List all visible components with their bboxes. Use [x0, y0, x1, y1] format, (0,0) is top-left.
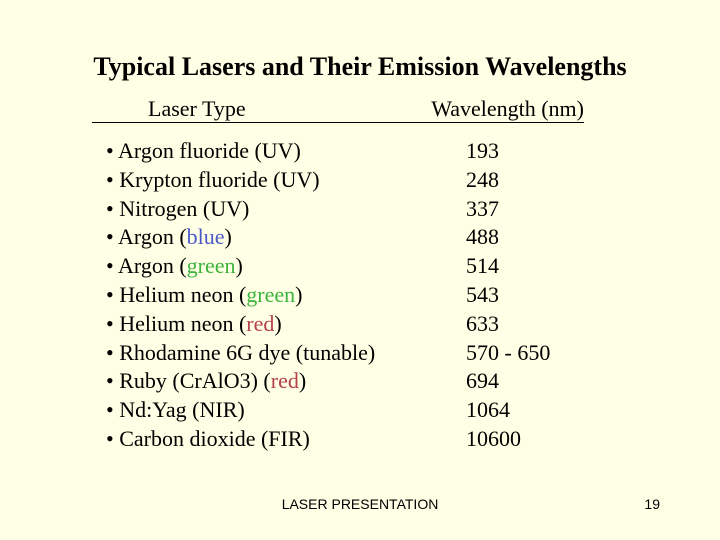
table-header [92, 96, 584, 123]
laser-row-ruby [106, 367, 626, 396]
laser-wavelength: 514 [466, 253, 499, 279]
color-word-red: red [270, 368, 299, 394]
laser-row-nitrogen [106, 195, 626, 224]
laser-row-helium-neon-green [106, 281, 626, 310]
laser-name: • Helium neon (red) [106, 310, 282, 336]
laser-wavelength: 488 [466, 224, 499, 250]
laser-name: • Nitrogen (UV) [106, 195, 250, 221]
laser-row-krypton-fluoride [106, 166, 626, 195]
laser-type-header: Laser Type [148, 96, 246, 121]
laser-wavelength: 1064 [466, 397, 510, 423]
laser-name: • Nd:Yag (NIR) [106, 397, 245, 423]
laser-name: • Argon fluoride (UV) [106, 138, 301, 163]
slide-title: Typical Lasers and Their Emission Wavelengths [93, 52, 627, 81]
bullet-glyph: • [106, 310, 114, 336]
color-word-red: red [246, 310, 275, 336]
laser-name: • Ruby (CrAlO3) (red) [106, 368, 307, 394]
bullet-glyph: • [106, 339, 114, 365]
laser-wavelength: 193 [466, 138, 499, 163]
laser-row-helium-neon-red [106, 310, 626, 339]
laser-wavelength: 337 [466, 195, 499, 221]
laser-list [106, 137, 626, 454]
slide-number: 19 [644, 496, 660, 512]
laser-name: • Carbon dioxide (FIR) [106, 425, 310, 451]
bullet-glyph: • [106, 281, 114, 307]
laser-row-rhodamine-6g [106, 339, 626, 368]
laser-row-nd-yag [106, 396, 626, 425]
wavelength-header: Wavelength (nm) [431, 96, 584, 121]
laser-wavelength: 570 - 650 [466, 339, 551, 365]
bullet-glyph: • [106, 425, 114, 451]
laser-row-argon-green [106, 252, 626, 281]
laser-wavelength: 633 [466, 310, 499, 336]
laser-name: • Krypton fluoride (UV) [106, 166, 320, 192]
laser-name: • Rhodamine 6G dye (tunable) [106, 339, 376, 365]
bullet-glyph: • [106, 397, 114, 423]
laser-name: • Argon (blue) [106, 224, 232, 250]
laser-row-argon-blue [106, 223, 626, 252]
laser-wavelength: 543 [466, 281, 499, 307]
laser-name: • Helium neon (green) [106, 281, 303, 307]
laser-wavelength: 10600 [466, 425, 521, 451]
bullet-glyph: • [106, 138, 114, 163]
laser-wavelength: 694 [466, 368, 499, 394]
bullet-glyph: • [106, 166, 114, 192]
laser-wavelength: 248 [466, 166, 499, 192]
color-word-blue: blue [186, 224, 225, 250]
bullet-glyph: • [106, 195, 114, 221]
bullet-glyph: • [106, 253, 114, 279]
laser-row-argon-fluoride [106, 137, 626, 166]
laser-row-carbon-dioxide [106, 425, 626, 454]
color-word-green: green [246, 281, 296, 307]
color-word-green: green [186, 253, 236, 279]
laser-name: • Argon (green) [106, 253, 243, 279]
footer-text: LASER PRESENTATION [281, 496, 439, 512]
bullet-glyph: • [106, 368, 114, 394]
bullet-glyph: • [106, 224, 114, 250]
